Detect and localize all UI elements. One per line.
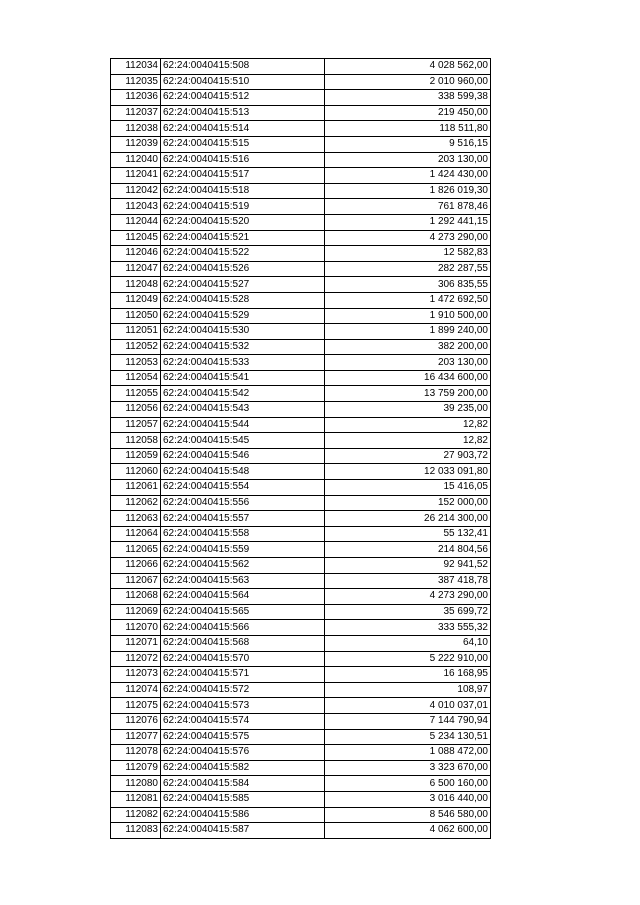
table-row [111,713,491,729]
cadastral-number-cell: 62:24:0040415:508 [161,59,325,75]
row-number-cell: 112040 [111,152,161,168]
cadastral-value-cell: 1 424 430,00 [325,168,491,184]
row-number-cell: 112039 [111,136,161,152]
cadastral-value-cell: 282 287,55 [325,261,491,277]
cadastral-value-cell: 2 010 960,00 [325,74,491,90]
cadastral-value-cell: 16 434 600,00 [325,370,491,386]
table-row [111,651,491,667]
cadastral-number-cell: 62:24:0040415:544 [161,417,325,433]
cadastral-number-cell: 62:24:0040415:559 [161,542,325,558]
row-number-cell: 112042 [111,183,161,199]
row-number-cell: 112064 [111,526,161,542]
cadastral-value-cell: 118 511,80 [325,121,491,137]
cadastral-value-cell: 92 941,52 [325,558,491,574]
row-number-cell: 112034 [111,59,161,75]
cadastral-value-cell: 55 132,41 [325,526,491,542]
cadastral-number-cell: 62:24:0040415:587 [161,823,325,839]
row-number-cell: 112079 [111,760,161,776]
cadastral-value-cell: 16 168,95 [325,667,491,683]
table-row [111,355,491,371]
cadastral-value-cell: 4 273 290,00 [325,589,491,605]
table-row [111,823,491,839]
table-row [111,386,491,402]
table-row [111,402,491,418]
row-number-cell: 112036 [111,90,161,106]
cadastral-number-cell: 62:24:0040415:516 [161,152,325,168]
cadastral-value-cell: 15 416,05 [325,480,491,496]
row-number-cell: 112041 [111,168,161,184]
cadastral-number-cell: 62:24:0040415:543 [161,402,325,418]
cadastral-value-cell: 3 016 440,00 [325,791,491,807]
cadastral-number-cell: 62:24:0040415:517 [161,168,325,184]
cadastral-number-cell: 62:24:0040415:530 [161,324,325,340]
cadastral-number-cell: 62:24:0040415:510 [161,74,325,90]
cadastral-number-cell: 62:24:0040415:585 [161,791,325,807]
cadastral-value-cell: 8 546 580,00 [325,807,491,823]
cadastral-number-cell: 62:24:0040415:566 [161,620,325,636]
table-row [111,573,491,589]
table-row [111,433,491,449]
row-number-cell: 112057 [111,417,161,433]
row-number-cell: 112059 [111,448,161,464]
cadastral-number-cell: 62:24:0040415:565 [161,604,325,620]
cadastral-number-cell: 62:24:0040415:586 [161,807,325,823]
row-number-cell: 112081 [111,791,161,807]
cadastral-number-cell: 62:24:0040415:570 [161,651,325,667]
table-row [111,230,491,246]
cadastral-number-cell: 62:24:0040415:576 [161,745,325,761]
row-number-cell: 112073 [111,667,161,683]
cadastral-value-cell: 3 323 670,00 [325,760,491,776]
table-row [111,90,491,106]
row-number-cell: 112044 [111,214,161,230]
cadastral-value-table [110,58,491,839]
table-row [111,495,491,511]
row-number-cell: 112052 [111,339,161,355]
cadastral-value-cell: 203 130,00 [325,355,491,371]
row-number-cell: 112060 [111,464,161,480]
table-row [111,604,491,620]
cadastral-value-cell: 219 450,00 [325,105,491,121]
row-number-cell: 112050 [111,308,161,324]
row-number-cell: 112063 [111,511,161,527]
table-row [111,199,491,215]
cadastral-number-cell: 62:24:0040415:532 [161,339,325,355]
row-number-cell: 112072 [111,651,161,667]
cadastral-number-cell: 62:24:0040415:515 [161,136,325,152]
cadastral-number-cell: 62:24:0040415:546 [161,448,325,464]
cadastral-number-cell: 62:24:0040415:572 [161,682,325,698]
row-number-cell: 112071 [111,635,161,651]
row-number-cell: 112046 [111,246,161,262]
cadastral-value-cell: 214 804,56 [325,542,491,558]
cadastral-number-cell: 62:24:0040415:521 [161,230,325,246]
table-row [111,214,491,230]
table-row [111,277,491,293]
row-number-cell: 112053 [111,355,161,371]
cadastral-value-cell: 12,82 [325,417,491,433]
cadastral-number-cell: 62:24:0040415:518 [161,183,325,199]
cadastral-value-cell: 1 910 500,00 [325,308,491,324]
cadastral-number-cell: 62:24:0040415:522 [161,246,325,262]
row-number-cell: 112068 [111,589,161,605]
cadastral-value-cell: 108,97 [325,682,491,698]
cadastral-value-cell: 6 500 160,00 [325,776,491,792]
cadastral-value-cell: 64,10 [325,635,491,651]
cadastral-number-cell: 62:24:0040415:513 [161,105,325,121]
cadastral-value-cell: 1 472 692,50 [325,292,491,308]
table-row [111,526,491,542]
row-number-cell: 112061 [111,480,161,496]
cadastral-number-cell: 62:24:0040415:529 [161,308,325,324]
table-row [111,635,491,651]
cadastral-value-cell: 1 088 472,00 [325,745,491,761]
row-number-cell: 112037 [111,105,161,121]
cadastral-value-cell: 12 582,83 [325,246,491,262]
cadastral-value-cell: 333 555,32 [325,620,491,636]
row-number-cell: 112035 [111,74,161,90]
cadastral-number-cell: 62:24:0040415:568 [161,635,325,651]
cadastral-value-cell: 387 418,78 [325,573,491,589]
cadastral-value-cell: 4 273 290,00 [325,230,491,246]
row-number-cell: 112058 [111,433,161,449]
table-row [111,246,491,262]
cadastral-value-cell: 4 010 037,01 [325,698,491,714]
table-row [111,183,491,199]
cadastral-number-cell: 62:24:0040415:575 [161,729,325,745]
table-row [111,168,491,184]
cadastral-value-cell: 26 214 300,00 [325,511,491,527]
row-number-cell: 112066 [111,558,161,574]
row-number-cell: 112051 [111,324,161,340]
table-row [111,729,491,745]
row-number-cell: 112047 [111,261,161,277]
cadastral-value-cell: 1 292 441,15 [325,214,491,230]
cadastral-number-cell: 62:24:0040415:556 [161,495,325,511]
table-row [111,370,491,386]
table-row [111,464,491,480]
row-number-cell: 112077 [111,729,161,745]
table-row [111,261,491,277]
cadastral-number-cell: 62:24:0040415:564 [161,589,325,605]
table-row [111,511,491,527]
table-row [111,745,491,761]
row-number-cell: 112056 [111,402,161,418]
table-row [111,105,491,121]
cadastral-value-cell: 5 222 910,00 [325,651,491,667]
cadastral-value-cell: 152 000,00 [325,495,491,511]
cadastral-value-cell: 12 033 091,80 [325,464,491,480]
table-row [111,308,491,324]
table-row [111,480,491,496]
table-row [111,59,491,75]
table-row [111,682,491,698]
row-number-cell: 112080 [111,776,161,792]
cadastral-value-cell: 7 144 790,94 [325,713,491,729]
cadastral-number-cell: 62:24:0040415:548 [161,464,325,480]
cadastral-value-cell: 27 903,72 [325,448,491,464]
cadastral-number-cell: 62:24:0040415:571 [161,667,325,683]
table-row [111,448,491,464]
table-row [111,324,491,340]
table-body [111,59,491,839]
cadastral-value-cell: 39 235,00 [325,402,491,418]
table-row [111,136,491,152]
row-number-cell: 112055 [111,386,161,402]
cadastral-number-cell: 62:24:0040415:558 [161,526,325,542]
cadastral-number-cell: 62:24:0040415:533 [161,355,325,371]
cadastral-value-cell: 306 835,55 [325,277,491,293]
table-row [111,620,491,636]
cadastral-value-cell: 4 028 562,00 [325,59,491,75]
row-number-cell: 112054 [111,370,161,386]
cadastral-number-cell: 62:24:0040415:563 [161,573,325,589]
row-number-cell: 112069 [111,604,161,620]
cadastral-number-cell: 62:24:0040415:527 [161,277,325,293]
cadastral-value-cell: 13 759 200,00 [325,386,491,402]
row-number-cell: 112062 [111,495,161,511]
row-number-cell: 112074 [111,682,161,698]
row-number-cell: 112076 [111,713,161,729]
row-number-cell: 112038 [111,121,161,137]
table-row [111,807,491,823]
cadastral-number-cell: 62:24:0040415:554 [161,480,325,496]
row-number-cell: 112049 [111,292,161,308]
cadastral-value-cell: 5 234 130,51 [325,729,491,745]
cadastral-number-cell: 62:24:0040415:584 [161,776,325,792]
cadastral-number-cell: 62:24:0040415:574 [161,713,325,729]
cadastral-value-cell: 35 699,72 [325,604,491,620]
cadastral-value-cell: 9 516,15 [325,136,491,152]
table-row [111,121,491,137]
cadastral-value-cell: 12,82 [325,433,491,449]
row-number-cell: 112082 [111,807,161,823]
cadastral-number-cell: 62:24:0040415:562 [161,558,325,574]
row-number-cell: 112043 [111,199,161,215]
cadastral-number-cell: 62:24:0040415:582 [161,760,325,776]
table-row [111,589,491,605]
row-number-cell: 112075 [111,698,161,714]
cadastral-number-cell: 62:24:0040415:519 [161,199,325,215]
cadastral-value-cell: 338 599,38 [325,90,491,106]
table-row [111,776,491,792]
cadastral-number-cell: 62:24:0040415:520 [161,214,325,230]
row-number-cell: 112078 [111,745,161,761]
row-number-cell: 112083 [111,823,161,839]
cadastral-value-cell: 761 878,46 [325,199,491,215]
cadastral-value-cell: 4 062 600,00 [325,823,491,839]
row-number-cell: 112065 [111,542,161,558]
table-row [111,74,491,90]
table-row [111,417,491,433]
cadastral-number-cell: 62:24:0040415:557 [161,511,325,527]
cadastral-value-cell: 1 826 019,30 [325,183,491,199]
table-row [111,760,491,776]
cadastral-value-cell: 203 130,00 [325,152,491,168]
cadastral-value-cell: 1 899 240,00 [325,324,491,340]
cadastral-number-cell: 62:24:0040415:512 [161,90,325,106]
row-number-cell: 112045 [111,230,161,246]
table-row [111,542,491,558]
cadastral-number-cell: 62:24:0040415:528 [161,292,325,308]
table-row [111,339,491,355]
cadastral-number-cell: 62:24:0040415:545 [161,433,325,449]
cadastral-value-cell: 382 200,00 [325,339,491,355]
table-row [111,698,491,714]
table-row [111,558,491,574]
cadastral-number-cell: 62:24:0040415:542 [161,386,325,402]
cadastral-number-cell: 62:24:0040415:514 [161,121,325,137]
cadastral-number-cell: 62:24:0040415:573 [161,698,325,714]
table-row [111,292,491,308]
table-row [111,667,491,683]
row-number-cell: 112070 [111,620,161,636]
cadastral-number-cell: 62:24:0040415:526 [161,261,325,277]
row-number-cell: 112048 [111,277,161,293]
table-row [111,152,491,168]
row-number-cell: 112067 [111,573,161,589]
cadastral-number-cell: 62:24:0040415:541 [161,370,325,386]
table-row [111,791,491,807]
